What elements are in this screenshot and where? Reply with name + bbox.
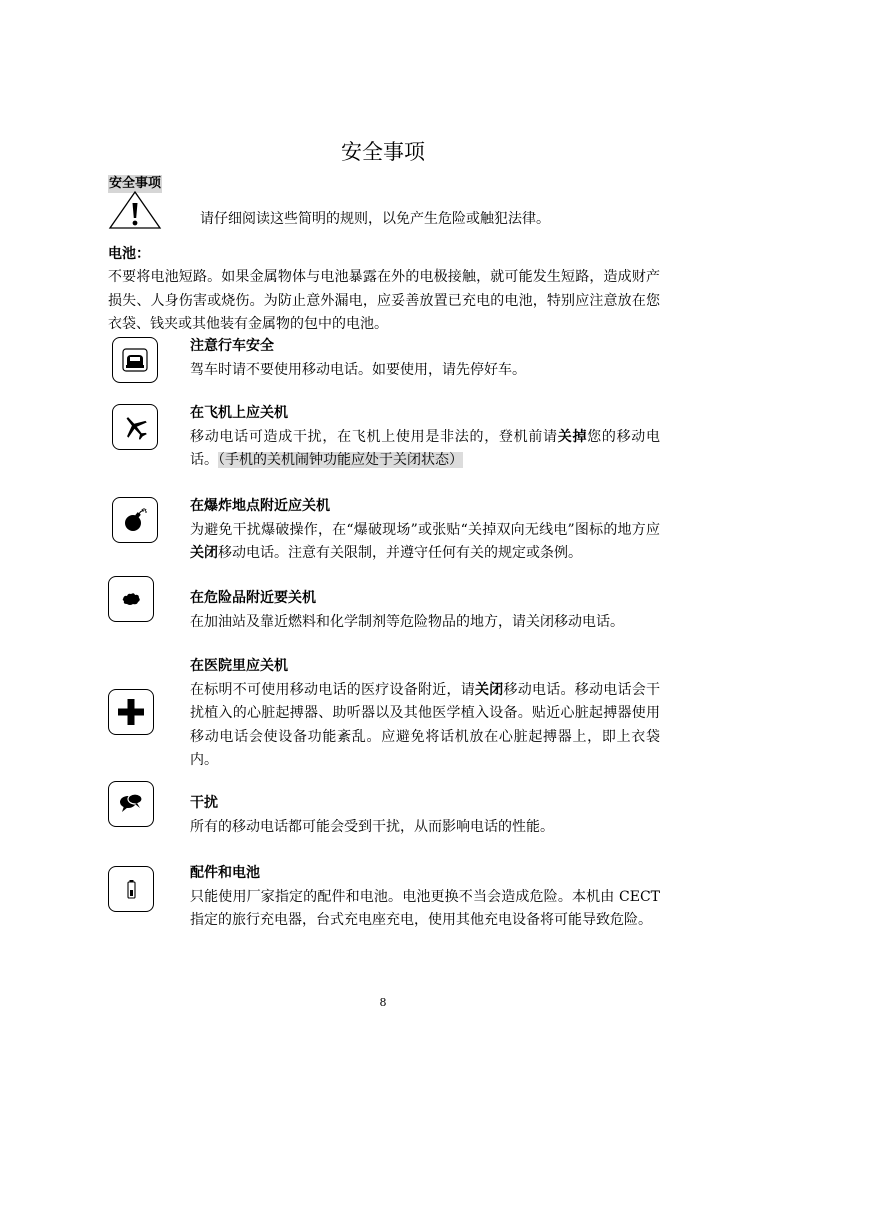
- section-accessories: [190, 862, 660, 933]
- page-number: 8: [379, 996, 387, 1009]
- hazardous-text: 在加油站及靠近燃料和化学制剂等危险物品的地方，请关闭移动电话。: [190, 613, 624, 630]
- driving-text: 驾车时请不要使用移动电话。如要使用，请先停好车。: [190, 361, 526, 378]
- battery-heading: 电池：: [108, 246, 150, 262]
- section-tag: 安全事项: [109, 176, 162, 191]
- aircraft-text-highlight: （手机的关机闹钟功能应处于关闭状态）: [218, 452, 463, 468]
- warning-triangle-icon: [108, 190, 162, 230]
- aircraft-text-after: 您的移动电话。: [190, 428, 661, 468]
- hazardous-heading: 在危险品附近要关机: [190, 590, 316, 606]
- hospital-text-before: 在标明不可使用移动电话的医疗设备附近，请: [190, 681, 475, 698]
- page-title: 安全事项: [341, 140, 425, 164]
- aircraft-heading: 在飞机上应关机: [190, 405, 288, 421]
- blasting-heading: 在爆炸地点附近应关机: [190, 498, 330, 514]
- battery-text: 不要将电池短路。如果金属物体与电池暴露在外的电极接触，就可能发生短路，造成财产损失、人身伤害或烧伤。为防止意外漏电，应妥善放置已充电的电池，特别应注意放在您衣袋、钱夹或其他装有金属物的包中的电池。: [108, 269, 660, 332]
- interference-text: 所有的移动电话都可能会受到干扰，从而影响电话的性能。: [190, 818, 554, 835]
- hospital-text-bold: 关闭: [475, 681, 504, 698]
- accessories-heading: 配件和电池: [190, 865, 260, 881]
- driving-heading: 注意行车安全: [190, 338, 274, 354]
- car-icon: [112, 337, 158, 383]
- battery-icon: [108, 866, 154, 912]
- blasting-text-bold: 关闭: [190, 545, 218, 561]
- accessories-text: 只能使用厂家指定的配件和电池。电池更换不当会造成危险。本机由 CECT 指定的旅行充电器，台式充电座充电，使用其他充电设备将可能导致危险。: [190, 888, 660, 928]
- interference-heading: 干扰: [190, 795, 218, 811]
- aircraft-text-before: 移动电话可造成干扰，在飞机上使用是非法的，登机前请: [190, 428, 558, 445]
- bomb-icon: [112, 497, 158, 543]
- blasting-text-before: 为避免干扰爆破操作，在“爆破现场”或张贴“关掉双向无线电”图标的地方应: [190, 521, 660, 538]
- speech-bubbles-icon: [108, 781, 154, 827]
- section-hospital: [190, 655, 660, 773]
- intro-text: 请仔细阅读这些简明的规则，以免产生危险或触犯法律。: [200, 211, 550, 227]
- hospital-heading: 在医院里应关机: [190, 658, 288, 674]
- blasting-text-after: 移动电话。注意有关限制，并遵守任何有关的规定或条例。: [218, 545, 582, 561]
- flame-icon: [108, 576, 154, 622]
- airplane-icon: [112, 404, 158, 450]
- section-hazardous: [190, 587, 660, 634]
- aircraft-text-bold: 关掉: [557, 428, 588, 445]
- hospital-text-after: 移动电话。移动电话会干扰植入的心脏起搏器、助听器以及其他医学植入设备。贴近心脏起搏器使用移动电话会使设备功能紊乱。应避免将话机放在心脏起搏器上，即上衣袋内。: [190, 681, 660, 768]
- medical-cross-icon: [108, 689, 154, 735]
- section-interference: [190, 792, 660, 839]
- section-driving: [190, 335, 660, 382]
- section-blasting: [190, 495, 660, 566]
- section-aircraft: [190, 402, 660, 473]
